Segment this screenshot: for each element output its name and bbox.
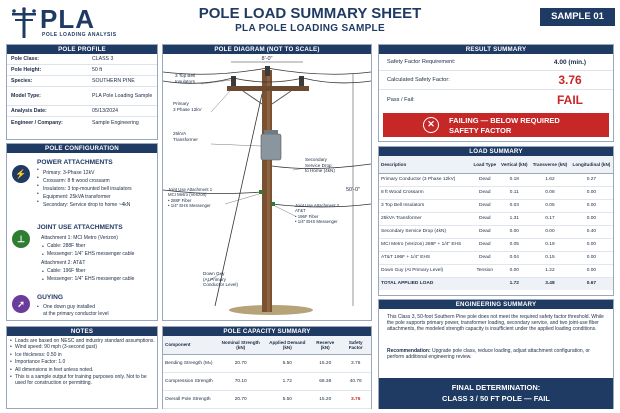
- cell: Dead: [471, 251, 499, 264]
- load-table: [379, 156, 613, 290]
- power-line: Equipment: 25kVA transformer: [43, 194, 111, 200]
- recommendation-text: Upgrade pole class, reduce loading, adjust attachment configuration, or perform additional engineering review.: [387, 348, 590, 361]
- cell: Dead: [471, 225, 499, 238]
- result-value: 4.00 (min.): [553, 58, 587, 66]
- cell: Bending Strength (Mₙ): [163, 354, 217, 372]
- profile-key: Engineer / Company:: [11, 119, 63, 126]
- profile-row: [7, 65, 157, 76]
- cell: 3.76: [340, 354, 371, 372]
- note-item: • Importance Factor: 1.0: [7, 359, 157, 367]
- secondary-label: Secondary Service Drop to Home (4kN): [305, 157, 335, 174]
- cell: 0.00: [499, 225, 531, 238]
- table-row: [379, 212, 613, 225]
- cell: 0.00: [570, 264, 613, 277]
- table-row: [379, 264, 613, 277]
- cell: 0.08: [530, 186, 570, 199]
- table-row: [163, 372, 371, 390]
- attachment-1-line: Messenger: 1/4" EHS messenger cable: [47, 251, 135, 257]
- primary-label: Primary 3 Phase 12kV: [173, 101, 202, 112]
- cell: Secondary Service Drop (4kN): [379, 225, 471, 238]
- engineering-summary-heading: ENGINEERING SUMMARY: [379, 300, 613, 309]
- page-subtitle: PLA POLE LOADING SAMPLE: [235, 23, 385, 34]
- joint-use-2-label: Joint Use Attachment 2 AT&T • 196F Fiber • 1/4" EHS Messenger: [295, 203, 340, 225]
- logo: [6, 4, 126, 38]
- table-row: [163, 354, 371, 372]
- bullet-column: • •: [42, 244, 44, 258]
- profile-row: [7, 54, 157, 65]
- cell: 0.04: [499, 251, 531, 264]
- result-value: 3.76: [558, 73, 582, 87]
- bell-insulators-label: 3 Top Bell Insulators: [175, 73, 196, 84]
- attachment-1-clamp: [259, 190, 263, 194]
- cell: 70.10: [217, 372, 264, 390]
- cell: 1.22: [530, 264, 570, 277]
- cell: 0.67: [586, 281, 597, 287]
- table-row: [379, 238, 613, 251]
- power-line: Primary: 3-Phase 12kV: [43, 170, 95, 176]
- result-row: [379, 71, 613, 90]
- bullet-column: • • • • •: [37, 167, 39, 205]
- crossarm-brace: [272, 91, 291, 104]
- cell: Dead: [471, 238, 499, 251]
- cell: 0.03: [499, 199, 531, 212]
- note-item: • All dimensions in feet unless noted.: [7, 367, 157, 375]
- profile-key: Analysis Date:: [11, 108, 47, 114]
- guying-line: at the primary conductor level: [43, 311, 109, 317]
- power-line: Secondary: Service drop to home ~4kN: [43, 202, 131, 208]
- cell: 0.17: [530, 212, 570, 225]
- cell: 3.76: [340, 390, 371, 408]
- profile-value: CLASS 3: [92, 56, 114, 62]
- profile-value: SOUTHERN PINE: [92, 78, 135, 84]
- table-row: [163, 390, 371, 408]
- pole-diagram-heading: POLE DIAGRAM (NOT TO SCALE): [163, 45, 371, 54]
- column-header: Transverse (kN): [530, 156, 570, 173]
- fail-banner-line: FAILING — BELOW REQUIRED: [449, 116, 560, 125]
- result-row: [379, 90, 613, 109]
- power-line: Insulators: 3 top-mounted bell insulators: [43, 186, 132, 192]
- cell: 3 Top Bell Insulators: [379, 199, 471, 212]
- cell: 40.76: [340, 372, 371, 390]
- column-header: Applied Demand (kN): [264, 336, 310, 354]
- profile-value: PLA Pole Loading Sample: [92, 92, 153, 99]
- note-item: • Loads are based on NESC and industry standard assumptions.: [7, 338, 157, 344]
- cell: 0.11: [499, 186, 531, 199]
- cell: 8 ft Wood Crossarm: [379, 186, 471, 199]
- table-row: [379, 199, 613, 212]
- joint-use-1-label: Joint Use Attachment 1 MCI Metro (Verizon) • 288F Fiber • 1/4" EHS Messenger: [168, 187, 213, 209]
- cell: Overall Pole Strength: [163, 390, 217, 408]
- cell: 15.20: [310, 390, 340, 408]
- note-item: • This is a sample output for training purposes only. Not to be used for construction or permitting.: [7, 374, 157, 386]
- cell: Compression Strength: [163, 372, 217, 390]
- profile-row: [7, 106, 157, 117]
- capacity-header-row: [163, 336, 371, 354]
- cell: MCI Metro (Verizon) 288F + 1/4" EHS: [379, 238, 471, 251]
- crossarm-dimension: 8'-0": [261, 56, 273, 62]
- pole-capacity-heading: POLE CAPACITY SUMMARY: [163, 327, 371, 336]
- result-row: [379, 54, 613, 71]
- attachment-2-clamp: [271, 202, 275, 206]
- down-guy-label: Down Guy (At Primary Conductor Level): [203, 271, 238, 288]
- column-header: Nominal Strength (kN): [217, 336, 264, 354]
- engineering-paragraph: This Class 3, 50-foot Southern Pine pole does not meet the required safety factor threshold. While the pole supports primary power, transformer loading, secondary service, and two joint-use fiber attachments, the modeled strength capacity is insufficient under the applied loading conditions.: [387, 314, 604, 333]
- total-row: [379, 277, 613, 290]
- cell: 0.00: [570, 251, 613, 264]
- notes-panel: [6, 326, 158, 409]
- transformer-lid: [264, 130, 278, 134]
- table-row: [379, 173, 613, 186]
- result-key: Pass / Fail:: [387, 96, 415, 103]
- column-header: Safety Factor: [340, 336, 371, 354]
- cell: 68.38: [310, 372, 340, 390]
- pole-highlight: [267, 70, 270, 312]
- crossarm: [227, 86, 309, 91]
- cell: 0.19: [530, 238, 570, 251]
- note-item: • Ice thickness: 0.50 in: [7, 352, 157, 360]
- cell: 0.00: [530, 225, 570, 238]
- cell: 3.48: [545, 281, 555, 287]
- cell: 5.50: [264, 390, 310, 408]
- profile-row: [7, 87, 157, 106]
- profile-key: Model Type:: [11, 93, 41, 99]
- cell: 0.00: [570, 186, 613, 199]
- cell: Tension: [471, 264, 499, 277]
- profile-key: Species:: [11, 78, 33, 84]
- cell: Dead: [471, 186, 499, 199]
- cell: 15.20: [310, 354, 340, 372]
- load-summary-heading: LOAD SUMMARY: [379, 147, 613, 156]
- lightning-icon: ⚡: [12, 165, 30, 183]
- cell: 20.70: [217, 390, 264, 408]
- cell: 0.40: [570, 225, 613, 238]
- table-row: [379, 225, 613, 238]
- cell: 25kVA Transformer: [379, 212, 471, 225]
- pole-profile-panel: [6, 44, 158, 140]
- profile-row: [7, 76, 157, 87]
- logo-text: PLA: [40, 4, 95, 34]
- pole-capacity-panel: [162, 326, 372, 409]
- page-title: POLE LOAD SUMMARY SHEET: [198, 5, 422, 22]
- result-key: Safety Factor Requirement:: [387, 59, 456, 65]
- height-dimension: 50'-0": [346, 187, 361, 193]
- power-line: Crossarm: 8 ft wood crossarm: [43, 178, 110, 184]
- attachment-1-label: Attachment 1: MCI Metro (Verizon): [41, 235, 118, 241]
- load-summary-panel: [378, 146, 614, 296]
- leader-lines: [201, 80, 305, 282]
- cell: 1.72: [509, 281, 519, 287]
- cell: 0.18: [499, 173, 531, 186]
- cell: 0.05: [499, 238, 531, 251]
- capacity-table: [163, 336, 371, 409]
- table-row: [379, 251, 613, 264]
- cell: 1.72: [264, 372, 310, 390]
- profile-key: Pole Height:: [11, 67, 42, 73]
- cell: 0.15: [530, 251, 570, 264]
- column-header: Longitudinal (kN): [570, 156, 613, 173]
- column-header: Vertical (kN): [499, 156, 531, 173]
- sample-badge: SAMPLE 01: [540, 8, 615, 26]
- guying-line: One down guy installed: [43, 304, 95, 310]
- close-circle-icon: ✕: [423, 117, 439, 133]
- cell: 0.00: [570, 238, 613, 251]
- cell: 1.62: [530, 173, 570, 186]
- guying-title: GUYING: [37, 294, 64, 301]
- cell: 20.70: [217, 354, 264, 372]
- profile-value: 50 ft: [92, 67, 103, 73]
- pole-configuration-heading: POLE CONFIGURATION: [7, 144, 157, 153]
- result-key: Calculated Safety Factor:: [387, 77, 450, 83]
- table-row: [379, 186, 613, 199]
- cell: AT&T 196F + 1/4" EHS: [379, 251, 471, 264]
- bullet-column: • •: [42, 269, 44, 283]
- cell: 5.50: [264, 354, 310, 372]
- recommendation: [387, 348, 607, 360]
- cell: TOTAL APPLIED LOAD: [381, 281, 434, 287]
- column-header: Description: [379, 156, 471, 173]
- transformer: [261, 134, 281, 160]
- logo-subtitle: POLE LOADING ANALYSIS: [42, 32, 117, 38]
- attachment-2-line: Cable: 196F fiber: [47, 268, 86, 274]
- engineering-summary-panel: [378, 299, 614, 409]
- final-determination-label: FINAL DETERMINATION:: [451, 383, 541, 392]
- result-summary-heading: RESULT SUMMARY: [379, 45, 613, 54]
- cell: 0.27: [570, 173, 613, 186]
- pole-diagram-panel: [162, 44, 372, 321]
- fail-banner-line: SAFETY FACTOR: [449, 126, 512, 135]
- column-header: Reserve (kN): [310, 336, 340, 354]
- bullet: •: [37, 304, 39, 310]
- attachment-2-line: Messenger: 1/4" EHS messenger cable: [47, 276, 135, 282]
- attachment-2-label: Attachment 2: AT&T: [41, 260, 86, 266]
- profile-row: [7, 117, 157, 128]
- cell: 0.00: [499, 264, 531, 277]
- pole-configuration-panel: [6, 143, 158, 321]
- cell: Dead: [471, 173, 499, 186]
- attachment-1-line: Cable: 288F fiber: [47, 243, 86, 249]
- cell: 1.31: [499, 212, 531, 225]
- recommendation-label: Recommendation:: [387, 348, 431, 354]
- cell: Dead: [471, 212, 499, 225]
- cell: 0.00: [570, 199, 613, 212]
- cell: 0.05: [530, 199, 570, 212]
- column-header: Component: [163, 336, 217, 354]
- final-determination-value: CLASS 3 / 50 FT POLE — FAIL: [442, 394, 550, 403]
- profile-key: Pole Class:: [11, 56, 39, 62]
- profile-value: Sample Engineering: [92, 119, 139, 126]
- load-header-row: [379, 156, 613, 173]
- cell: Down Guy (At Primary Level): [379, 264, 471, 277]
- power-attachments-title: POWER ATTACHMENTS: [37, 159, 113, 166]
- profile-value: 05/13/2024: [92, 108, 118, 114]
- cell: 0.00: [570, 212, 613, 225]
- note-item: • Wind speed: 90 mph (3-second gust): [7, 344, 157, 352]
- joint-use-title: JOINT USE ATTACHMENTS: [37, 224, 123, 231]
- fail-banner: [383, 113, 609, 137]
- notes-list: [7, 336, 157, 386]
- cell: Primary Conductor (3 Phase 12kV): [379, 173, 471, 186]
- transformer-label: 25kVA Transformer: [173, 131, 198, 142]
- utility-pole-logo-icon: [10, 6, 38, 38]
- final-determination-banner: [379, 378, 613, 409]
- crossarm-brace: [243, 91, 262, 104]
- notes-heading: NOTES: [7, 327, 157, 336]
- pole-profile-heading: POLE PROFILE: [7, 45, 157, 54]
- joint-use-pole-icon: ⊥: [12, 230, 30, 248]
- guy-wire-icon: ➚: [12, 295, 30, 313]
- column-header: Load Type: [471, 156, 499, 173]
- result-summary-panel: [378, 44, 614, 142]
- result-value: FAIL: [557, 92, 583, 107]
- cell: Dead: [471, 199, 499, 212]
